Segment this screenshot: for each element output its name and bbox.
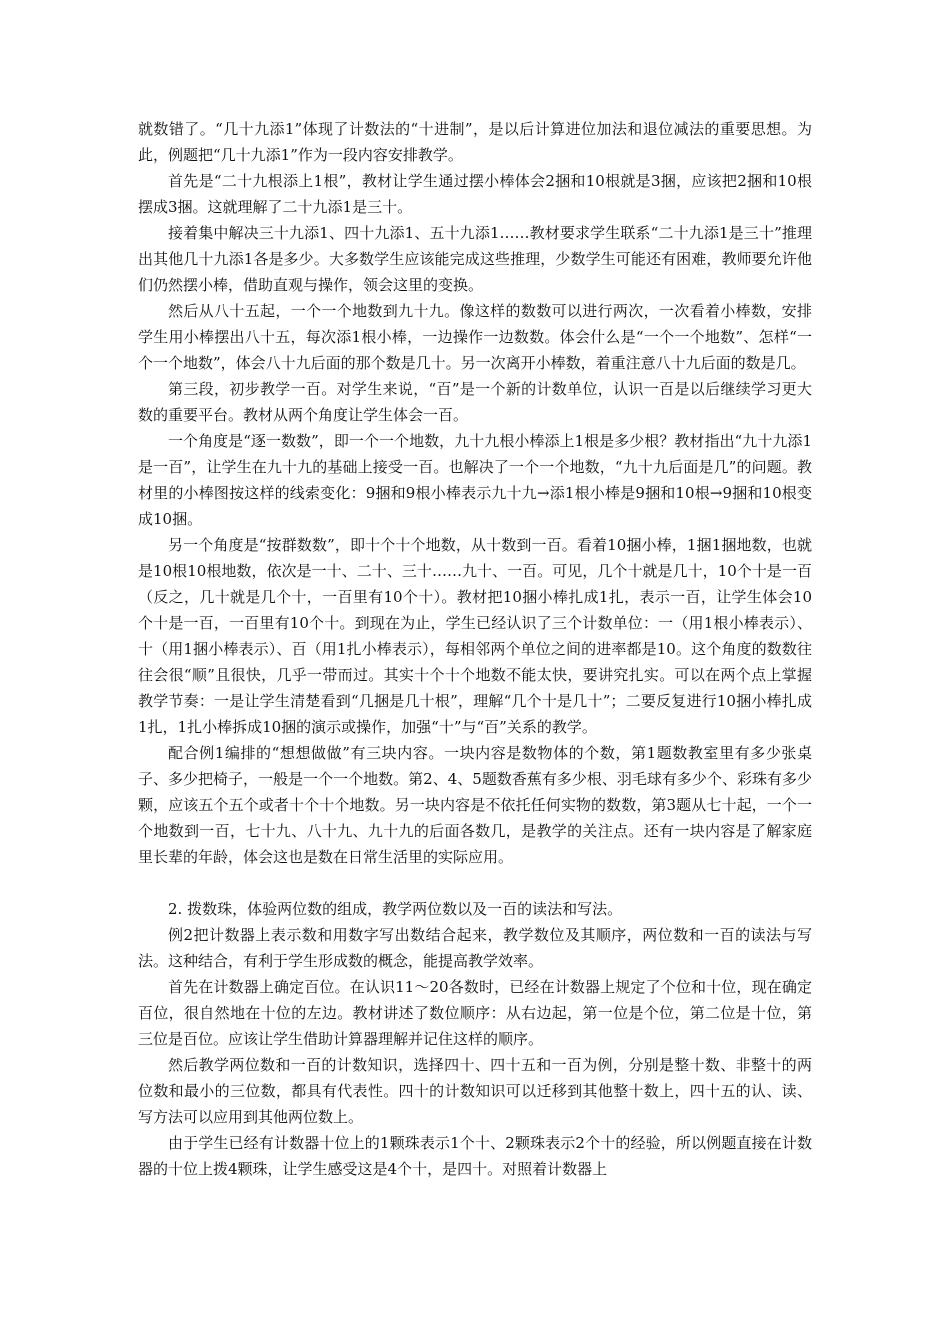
paragraph-exercises: 配合例1编排的“想想做做”有三块内容。一块内容是数物体的个数，第1题数教室里有多少张桌子、多少把椅子，一般是一个一个地数。第2、4、5题数香蕉有多少根、羽毛球有多少个、彩珠有多少颗，应该五个五个或者十个十个地数。另一块内容是不依托任何实物的数数，第3题从七十起，一个一个地数到一百，七十九、八十九、九十九的后面各数几，是教学的关注点。还有一块内容是了解家庭里长辈的年龄，体会这也是数在日常生活里的实际应用。 xyxy=(138,744,812,866)
paragraph-continued: 就数错了。“几十九添1”体现了计数法的“十进制”，是以后计算进位加法和退位减法的重要思想。为此，例题把“几十九添1”作为一段内容安排教学。 xyxy=(138,120,812,164)
paragraph-example-2: 例2把计数器上表示数和用数字写出数结合起来，教学数位及其顺序，两位数和一百的读法与写法。这种结合，有利于学生形成数的概念，能提高教学效率。 xyxy=(138,926,812,970)
paragraph-group-counting: 另一个角度是“按群数数”，即十个十个地数，从十数到一百。看着10捆小棒，1捆1捆地数，也就是10根10根地数，依次是一十、二十、三十……九十、一百。可见，几个十就是几十，10个十是一百（反之，几十就是几个十，一百里有10个十）。教材把10捆小棒扎成1扎，表示一百，让学生体会10个十是一百，一百里有10个十。到现在为止，学生已经认识了三个计数单位：一（用1根小棒表示）、十（用1捆小棒表示）、百（用1扎小棒表示），每相邻两个单位之间的进率都是10。这个角度的数数往往会很“顺”且很快，几乎一带而过。其实十个十个地数不能太快，要讲究扎实。可以在两个点上掌握教学节奏：一是让学生清楚看到“几捆是几十根”，理解“几个十是几十”；二要反复进行10捆小棒扎成1扎，1扎小棒拆成10捆的演示或操作，加强“十”与“百”关系的教学。 xyxy=(138,536,812,736)
section-gap xyxy=(138,870,812,896)
paragraph-several-nines: 接着集中解决三十九添1、四十九添1、五十九添1……教材要求学生联系“二十九添1是三十”推理出其他几十九添1各是多少。大多数学生应该能完成这些推理，少数学生可能还有困难，教师要允许他们仍然摆小棒，借助直观与操作，领会这里的变换。 xyxy=(138,224,812,294)
paragraph-count-to-99: 然后从八十五起，一个一个地数到九十九。像这样的数数可以进行两次，一次看着小棒数，安排学生用小棒摆出八十五，每次添1根小棒，一边操作一边数数。体会什么是“一个一个地数”、怎样“一个一个地数”，体会八十九后面的那个数是几十。另一次离开小棒数，着重注意八十九后面的数是几。 xyxy=(138,302,812,372)
paragraph-two-digit: 然后教学两位数和一百的计数知识，选择四十、四十五和一百为例，分别是整十数、非整十的两位数和最小的三位数，都具有代表性。四十的计数知识可以迁移到其他整十数上，四十五的认、读、写方法可以应用到其他两位数上。 xyxy=(138,1056,812,1126)
paragraph-hundreds-place: 首先在计数器上确定百位。在认识11～20各数时，已经在计数器上规定了个位和十位，现在确定百位，很自然地在十位的左边。教材讲述了数位顺序：从右边起，第一位是个位，第二位是十位，第三位是百位。应该让学生借助计算器理解并记住这样的顺序。 xyxy=(138,978,812,1048)
paragraph-abacus: 由于学生已经有计数器十位上的1颗珠表示1个十、2颗珠表示2个十的经验，所以例题直接在计数器的十位上拨4颗珠，让学生感受这是4个十，是四十。对照着计数器上 xyxy=(138,1134,812,1178)
paragraph-twenty-nine: 首先是“二十九根添上1根”，教材让学生通过摆小棒体会2捆和10根就是3捆，应该把2捆和10根摆成3捆。这就理解了二十九添1是三十。 xyxy=(138,172,812,216)
paragraph-third-section: 第三段，初步教学一百。对学生来说，“百”是一个新的计数单位，认识一百是以后继续学习更大数的重要平台。教材从两个角度让学生体会一百。 xyxy=(138,380,812,424)
section-heading: 2. 拨数珠，体验两位数的组成，教学两位数以及一百的读法和写法。 xyxy=(168,900,623,918)
document-page xyxy=(138,116,812,1182)
paragraph-one-by-one: 一个角度是“逐一数数”，即一个一个地数，九十九根小棒添上1根是多少根？教材指出“九十九添1是一百”，让学生在九十九的基础上接受一百。也解决了一个一个地数，“九十九后面是几”的问题。教材里的小棒图按这样的线索变化：9捆和9根小棒表示九十九→添1根小棒是9捆和10根→9捆和10根变成10捆。 xyxy=(138,432,812,528)
